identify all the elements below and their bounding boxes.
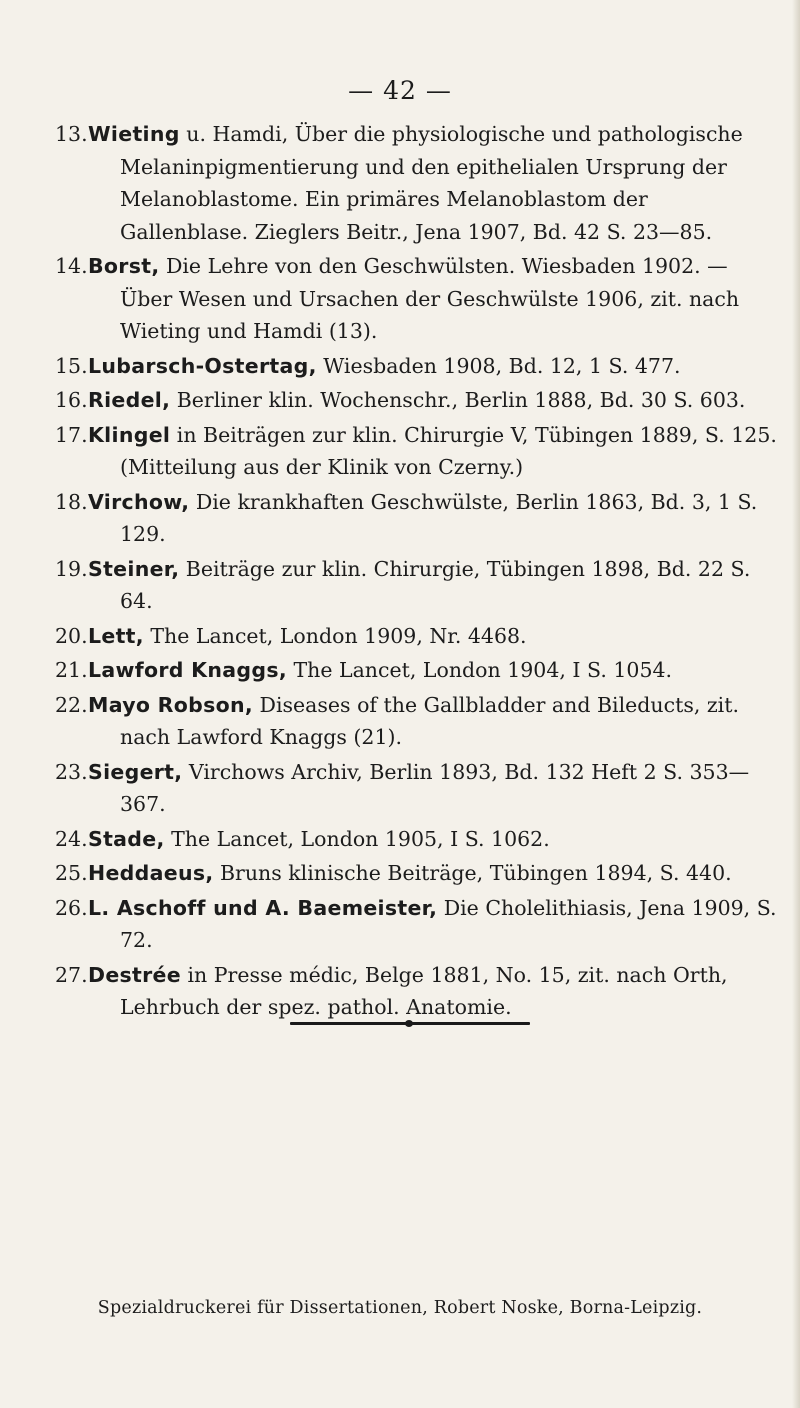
reference-number: 20. <box>55 623 88 648</box>
reference-text: Beiträge zur klin. Chirurgie, Tübingen 1898, Bd. 22 S. 64. <box>120 556 751 613</box>
reference-number: 27. <box>55 962 88 987</box>
reference-author: L. Aschoff und A. Baemeister, <box>88 895 438 920</box>
reference-text: Berliner klin. Wochenschr., Berlin 1888, Bd. 30 S. 603. <box>170 388 746 412</box>
reference-text: u. Hamdi, Über die physiologische und pathologische Melaninpigmentierung und den epithelialen Ursprung der Melanoblastome. Ein primäres Melanoblastom der Gallenblase. Zieglers Beitr., Jena 1907, Bd. 42 S. 23—85. <box>120 122 743 244</box>
reference-text: Bruns klinische Beiträge, Tübingen 1894, S. 440. <box>213 861 732 885</box>
reference-number: 26. <box>55 895 88 920</box>
reference-number: 17. <box>55 422 88 447</box>
divider-ornament <box>405 1020 413 1027</box>
reference-text: in Presse médic, Belge 1881, No. 15, zit. nach Orth, Lehrbuch der spez. pathol. Anatomie. <box>120 962 728 1019</box>
reference-number: 23. <box>55 759 88 784</box>
reference-item <box>0 486 800 551</box>
reference-number: 16. <box>55 388 88 412</box>
reference-item <box>0 419 800 484</box>
reference-item <box>0 857 800 890</box>
page-edge-shadow <box>792 0 800 1408</box>
reference-number: 18. <box>55 489 88 514</box>
reference-item <box>0 959 800 1024</box>
reference-item <box>0 620 800 653</box>
reference-author: Wieting <box>88 122 180 146</box>
reference-number: 24. <box>55 826 88 851</box>
reference-author: Mayo Robson, <box>88 692 253 717</box>
reference-number: 21. <box>55 658 88 682</box>
printer-imprint: Spezialdruckerei für Dissertationen, Robert Noske, Borna-Leipzig. <box>97 1298 703 1318</box>
reference-text: The Lancet, London 1905, I S. 1062. <box>164 826 550 851</box>
reference-text: The Lancet, London 1904, I S. 1054. <box>286 658 673 682</box>
reference-author: Virchow, <box>88 489 190 514</box>
reference-number: 14. <box>55 254 88 278</box>
reference-author: Klingel <box>88 422 171 447</box>
reference-author: Heddaeus, <box>88 861 214 885</box>
reference-list <box>0 118 800 1026</box>
reference-item <box>0 823 800 856</box>
reference-author: Steiner, <box>88 556 180 581</box>
reference-item <box>0 118 800 248</box>
reference-author: Borst, <box>88 254 160 278</box>
reference-author: Stade, <box>88 826 165 851</box>
reference-item <box>0 553 800 618</box>
reference-item <box>0 250 800 348</box>
reference-author: Lett, <box>88 623 144 648</box>
reference-number: 25. <box>55 861 88 885</box>
reference-text: Die Lehre von den Geschwülsten. Wiesbaden 1902. — Über Wesen und Ursachen der Geschwülste 1906, zit. nach Wieting und Hamdi (13). <box>120 254 740 343</box>
reference-number: 15. <box>55 353 88 378</box>
reference-author: Lawford Knaggs, <box>88 658 287 682</box>
reference-text: in Beiträgen zur klin. Chirurgie V, Tübingen 1889, S. 125. (Mitteilung aus der Klinik von Czerny.) <box>120 422 777 479</box>
reference-item <box>0 756 800 821</box>
reference-author: Siegert, <box>88 759 183 784</box>
reference-item <box>0 892 800 957</box>
reference-author: Destrée <box>88 962 181 987</box>
reference-text: Virchows Archiv, Berlin 1893, Bd. 132 Heft 2 S. 353—367. <box>120 759 750 816</box>
reference-author: Riedel, <box>88 388 171 412</box>
reference-text: Diseases of the Gallbladder and Bileducts, zit. nach Lawford Knaggs (21). <box>120 692 739 749</box>
reference-text: Die krankhaften Geschwülste, Berlin 1863, Bd. 3, 1 S. 129. <box>120 489 758 546</box>
reference-number: 13. <box>55 122 88 146</box>
reference-author: Lubarsch-Ostertag, <box>88 353 317 378</box>
reference-item <box>0 350 800 383</box>
reference-text: The Lancet, London 1909, Nr. 4468. <box>143 623 527 648</box>
page-number: — 42 — <box>348 76 452 105</box>
reference-item <box>0 689 800 754</box>
reference-number: 19. <box>55 556 88 581</box>
reference-text: Wiesbaden 1908, Bd. 12, 1 S. 477. <box>316 353 681 378</box>
reference-number: 22. <box>55 692 88 717</box>
reference-text: Die Cholelithiasis, Jena 1909, S. 72. <box>120 895 777 952</box>
reference-item <box>0 384 800 417</box>
reference-item <box>0 654 800 687</box>
